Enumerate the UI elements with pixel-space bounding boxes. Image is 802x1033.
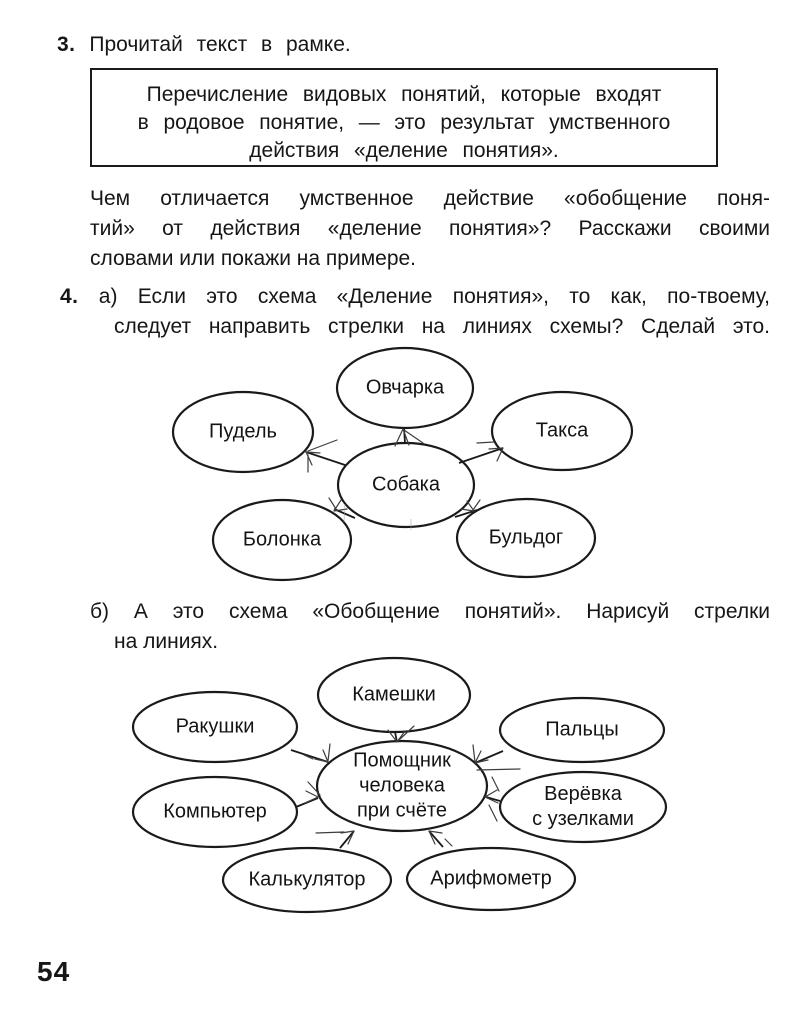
- node-label-computer: Компьютер: [163, 800, 267, 823]
- generalization-diagram: [0, 655, 802, 930]
- rule-box-line: действия «деление понятия».: [249, 139, 559, 162]
- task4a-label: а): [98, 285, 118, 308]
- node-label-helper-center: [353, 749, 451, 824]
- task3-prompt: Прочитай текст в рамке.: [89, 33, 351, 56]
- node-label-shells: Ракушки: [175, 715, 255, 738]
- node-label-lapdog: Болонка: [242, 528, 322, 551]
- task3-number: 3.: [57, 33, 76, 56]
- task4-number: 4.: [60, 285, 79, 308]
- node-label-bulldog: Бульдог: [488, 526, 564, 549]
- task4b-line2: на линиях.: [114, 630, 219, 653]
- node-label-sheepdog: Овчарка: [365, 376, 445, 399]
- node-label-knot-rope: [532, 782, 634, 832]
- task4b-label: б): [90, 600, 110, 623]
- node-label-dog-center: Собака: [372, 473, 440, 496]
- task3-heading: [57, 30, 351, 60]
- task4b-text: А это схема «Обобщение понятий». Нарисуй стрелки: [133, 600, 770, 623]
- rule-box: [90, 68, 718, 167]
- task3-question-line: Чем отличается умственное действие «обобщение поня-: [90, 187, 770, 210]
- node-label-dachshund: Такса: [535, 419, 589, 442]
- helper-line: Помощник: [353, 749, 451, 772]
- helper-line: человека: [359, 774, 445, 797]
- task4a-line2: следует направить стрелки на линиях схемы? Сделай это.: [114, 315, 770, 338]
- division-diagram: [0, 342, 802, 592]
- node-label-arithmometer: Арифмометр: [430, 867, 552, 890]
- knot-rope-line: Верёвка: [544, 783, 622, 805]
- node-label-poodle: Пудель: [209, 420, 277, 443]
- rule-box-line: Перечисление видовых понятий, которые входят: [146, 83, 662, 106]
- task3-question-line: словами или покажи на примере.: [90, 247, 417, 270]
- page-number: 54: [37, 956, 71, 987]
- knot-rope-line: с узелками: [532, 808, 634, 830]
- task3-question-line: тий» от действия «деление понятия»? Расскажи своими: [90, 217, 770, 240]
- rule-box-line: в родовое понятие, — это результат умственного: [137, 111, 671, 134]
- node-label-calculator: Калькулятор: [248, 868, 366, 891]
- helper-line: при счёте: [356, 799, 448, 822]
- task4a-line1: [60, 282, 770, 312]
- task4b-line1: [90, 597, 770, 627]
- node-label-fingers: Пальцы: [545, 718, 619, 741]
- task4a-text: Если это схема «Деление понятия», то как, по-твоему,: [137, 285, 770, 308]
- node-label-pebbles: Камешки: [352, 683, 436, 706]
